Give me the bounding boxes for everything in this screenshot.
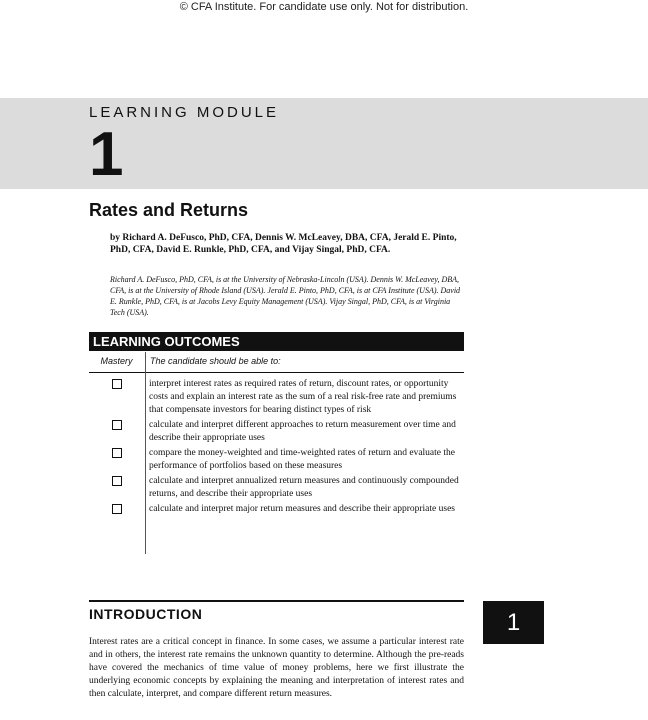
section-rule [89,600,464,602]
mastery-checkbox[interactable] [112,476,122,486]
outcome-text: calculate and interpret annualized return measures and continuously compounded returns, and describe their appropriate uses [149,476,459,499]
candidate-column-header: The candidate should be able to: [150,356,281,366]
outcome-text: calculate and interpret major return measures and describe their appropriate uses [149,504,455,514]
mastery-checkbox[interactable] [112,420,122,430]
module-label: LEARNING MODULE [89,104,280,121]
copyright-notice: © CFA Institute. For candidate use only. Not for distribution. [179,1,469,13]
section-number-box: 1 [483,601,544,644]
module-number: 1 [89,120,124,189]
outcome-row [89,419,464,445]
outcome-row [89,378,464,417]
introduction-heading: INTRODUCTION [89,606,203,622]
outcome-row [89,447,464,473]
outcome-text: calculate and interpret different approaches to return measurement over time and describe their appropriate uses [149,420,456,443]
learning-outcomes-list [89,378,464,518]
author-line: by Richard A. DeFusco, PhD, CFA, Dennis W. McLeavey, DBA, CFA, Jerald E. Pinto, PhD, CFA, David E. Runkle, PhD, CFA, and Vijay Singal, PhD, CFA. [110,233,457,255]
mastery-checkbox[interactable] [112,504,122,514]
outcome-row [89,503,464,516]
outcome-row [89,475,464,501]
mastery-checkbox[interactable] [112,448,122,458]
module-title: Rates and Returns [89,200,249,220]
outcome-text: interpret interest rates as required rates of return, discount rates, or opportunity costs and explain an interest rate as the sum of a real risk-free rate and premiums that compensate investors for bearing distinct types of risk [149,379,457,415]
mastery-column-header: Mastery [100,356,133,366]
mastery-checkbox[interactable] [112,379,122,389]
learning-outcomes-header: LEARNING OUTCOMES [89,332,464,351]
outcome-text: compare the money-weighted and time-weighted rates of return and evaluate the performance of portfolios based on these measures [149,448,455,471]
introduction-paragraph: Interest rates are a critical concept in finance. In some cases, we assume a particular interest rate and in others, the interest rate remains the unknown quantity to determine. Although the pre-reads have covered the mechanics of time value of money problems, here we first illustrate the underlying economic concepts by explaining the meaning and interpretation of interest rates and then calculate, interpret, and compare different return measures. [89,637,464,699]
author-affiliations: Richard A. DeFusco, PhD, CFA, is at the University of Nebraska-Lincoln (USA). Dennis W. McLeavey, DBA, CFA, is at the University of Rhode Island (USA). Jerald E. Pinto, PhD, CFA, is at CFA Institute (USA). David E. Runkle, PhD, CFA, is at Jacobs Levy Equity Management (USA). Vijay Singal, PhD, CFA, is at Virginia Tech (USA). [110,275,461,317]
